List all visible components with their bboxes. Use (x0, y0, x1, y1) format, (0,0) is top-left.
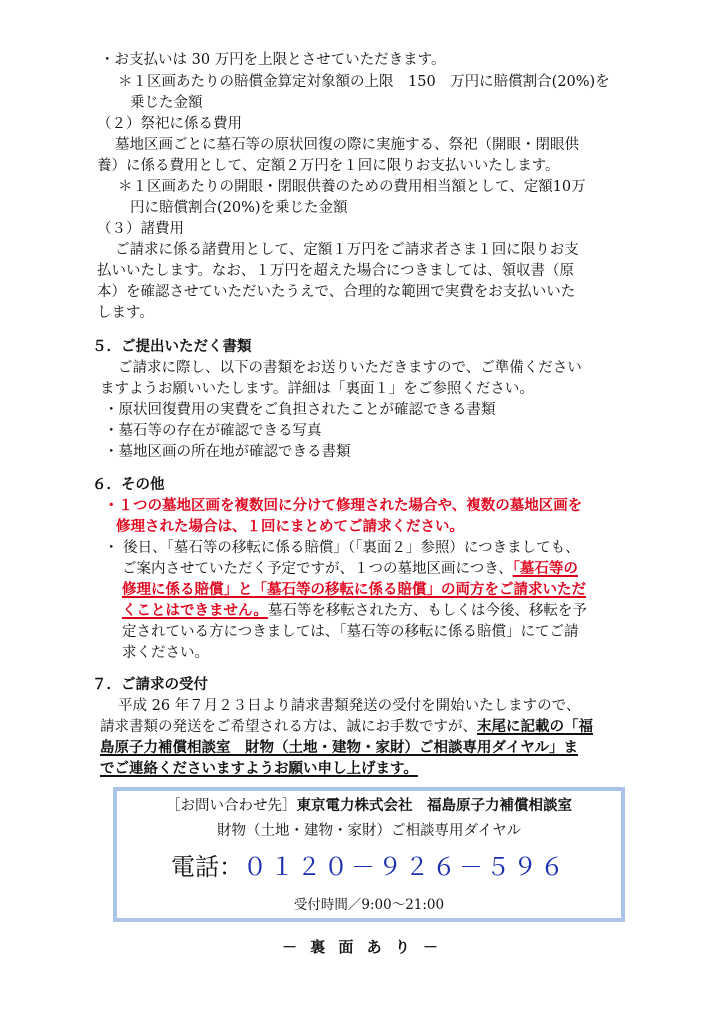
reverse-side-note: － 裏 面 あ り － (281, 938, 443, 956)
section3-body-line4: します。 (97, 305, 154, 321)
other-para-line4 (122, 601, 587, 621)
contact-box (113, 787, 625, 922)
contact-prefix: ［お問い合わせ先］ (166, 798, 297, 814)
other-red-notice-line2: 修理された場合は、１回にまとめてご請求ください。 (116, 519, 464, 535)
docs-heading: ５．ご提出いただく書類 (92, 339, 252, 355)
other-para-line2-text: ご案内させていただく予定ですが、１つの墓地区画につき、 (122, 561, 513, 577)
other-red-emphasis-end: くことはできません。 (122, 603, 268, 619)
receipt-emphasis-line4: でご連絡くださいますようお願い申し上げます。 (100, 761, 418, 777)
section3-heading: （３）諸費用 (97, 221, 184, 237)
contact-org: 東京電力株式会社 福島原子力補償相談室 (296, 798, 572, 814)
other-para-line1: ・ 後日、「墓石等の移転に係る賠償」（「裏面２」参照）につきましても、 (104, 540, 580, 556)
payment-note-line1: ＊１区画あたりの賠償金算定対象額の上限 150 万円に賠償割合(20%)を (118, 74, 610, 90)
docs-list-item: ・墓地区画の所在地が確認できる書類 (104, 444, 351, 460)
receipt-emphasis: 末尾に記載の「福 (477, 719, 593, 735)
docs-body-line1: ご請求に際し、以下の書類をお送りいただきますので、ご準備ください (118, 360, 582, 376)
section2-body-line1: 墓地区画ごとに墓石等の原状回復の際に実施する、祭祀（開眼・閉眼供 (115, 137, 579, 153)
receipt-body-line1: 平成 26 年７月２３日より請求書類発送の受付を開始いたしますので、 (118, 698, 581, 714)
other-heading: ６．その他 (92, 477, 165, 493)
receipt-body-line2-text: 請求書類の発送をご希望される方は、誠にお手数ですが、 (100, 719, 477, 735)
section2-body-line2: 養）に係る費用として、定額２万円を１回に限りお支払いいたします。 (97, 158, 560, 174)
section3-body-line1: ご請求に係る諸費用として、定額１万円をご請求者さま１回に限りお支 (115, 242, 579, 258)
section2-note-line1: ＊１区画あたりの開眼・閉眼供養のための費用相当額として、定額10万 (118, 179, 586, 195)
section2-heading: （２）祭祀に係る費用 (97, 116, 242, 132)
section3-body-line3: 本）を確認させていただいたうえで、合理的な範囲で実費をお支払いいた (97, 284, 576, 300)
receipt-emphasis-line3: 島原子力補償相談室 財物（土地・建物・家財）ご相談専用ダイヤル」ま (100, 740, 579, 756)
phone-label: 電話： (171, 853, 243, 881)
section2-note-line2: 円に賠償割合(20%)を乗じた金額 (130, 200, 348, 216)
docs-list-item: ・墓石等の存在が確認できる写真 (104, 423, 322, 439)
other-red-notice-line1: ・１つの墓地区画を複数回に分けて修理された場合や、複数の墓地区画を (104, 498, 583, 514)
other-para-line4-text: 墓石等を移転された方、もしくは今後、移転を予 (267, 603, 587, 619)
contact-hours: 受付時間／9:00～21:00 (293, 897, 445, 913)
payment-cap-text: ・お支払いは 30 万円を上限とさせていただきます。 (100, 52, 446, 68)
phone-number[interactable]: ０１２０－９２６－５９６ (243, 853, 567, 881)
payment-note-line2: 乗じた金額 (130, 95, 203, 111)
docs-list-item: ・原状回復費用の実費をご負担されたことが確認できる書類 (104, 402, 496, 418)
other-red-emphasis: 「墓石等の (512, 561, 578, 577)
contact-line1 (117, 795, 621, 817)
other-red-emphasis-line3: 修理に係る賠償」と「墓石等の移転に係る賠償」の両方をご請求いただ (122, 582, 586, 598)
contact-line2: 財物（土地・建物・家財）ご相談専用ダイヤル (216, 823, 522, 839)
section3-body-line2: 払いいたします。なお、１万円を超えた場合につきましては、領収書（原 (97, 263, 575, 279)
other-para-line6: 求ください。 (122, 645, 209, 661)
other-para-line2 (122, 559, 578, 579)
other-para-line5: 定されている方につきましては、「墓石等の移転に係る賠償」にてご請 (122, 624, 579, 640)
receipt-body-line2 (100, 717, 593, 737)
contact-phone (117, 849, 621, 885)
docs-body-line2: ますようお願いいたします。詳細は「裏面１」をご参照ください。 (100, 381, 534, 397)
receipt-heading: ７．ご請求の受付 (92, 677, 208, 693)
